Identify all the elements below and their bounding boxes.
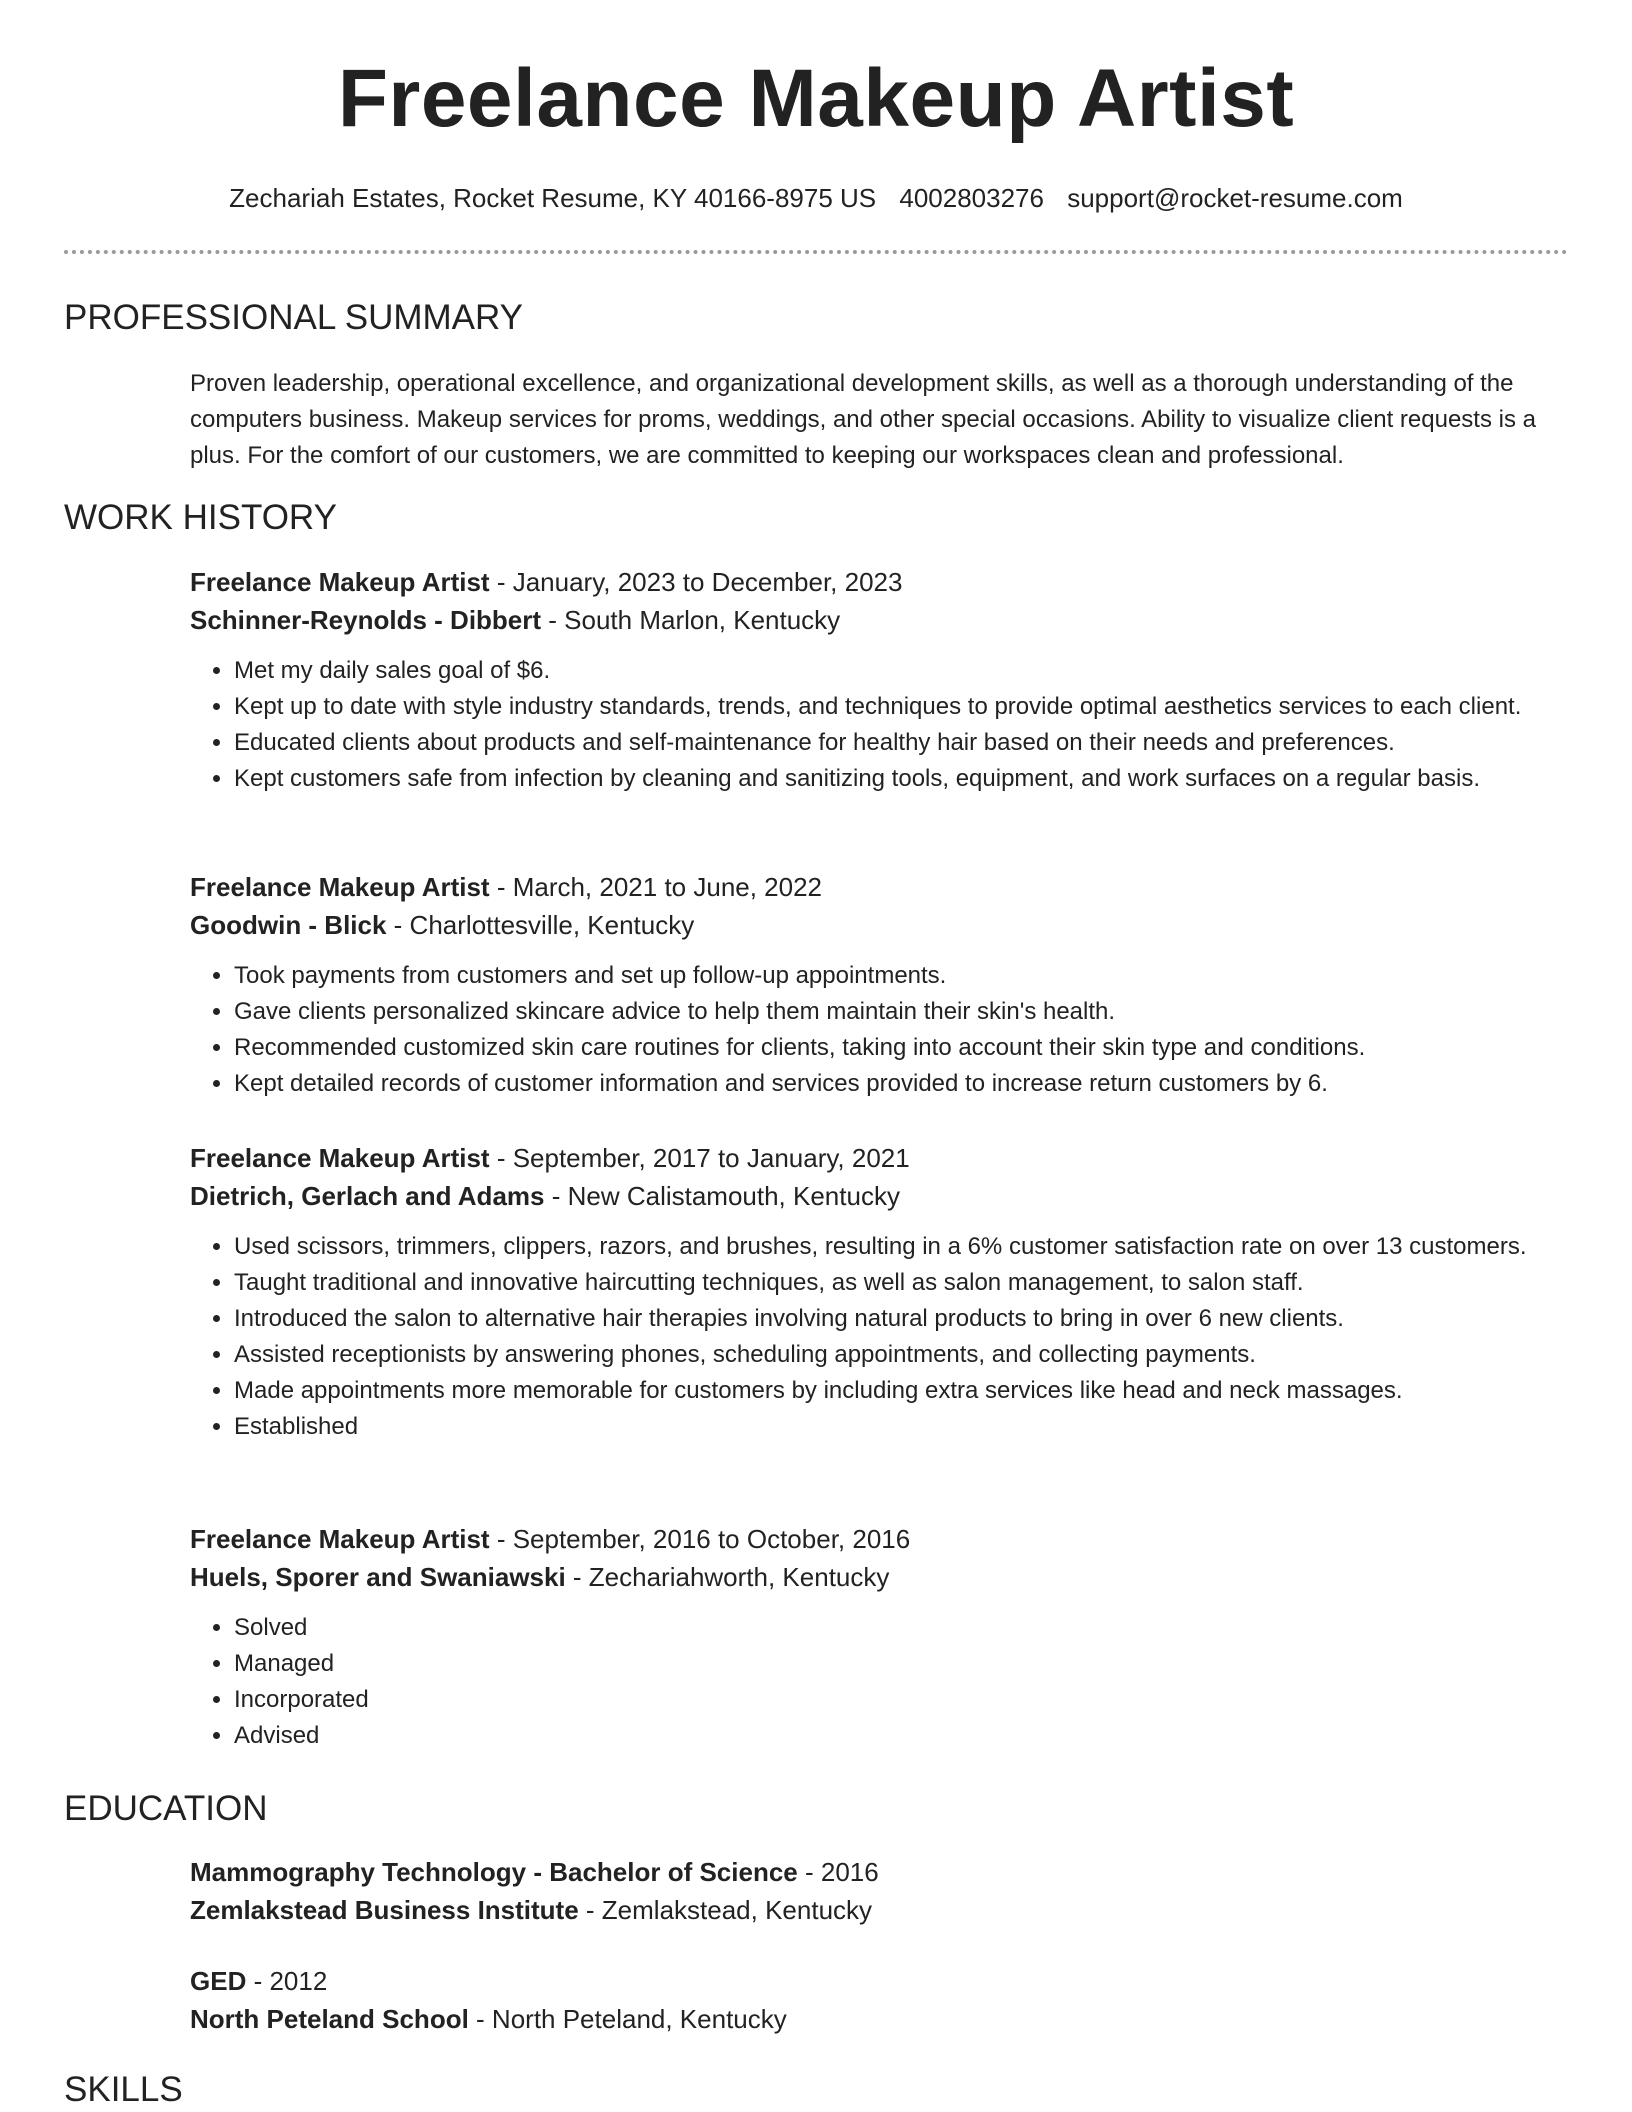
school-location: - North Peteland, Kentucky (468, 2004, 787, 2034)
company-line (190, 601, 1570, 639)
company-location: - Charlottesville, Kentucky (386, 910, 695, 940)
section-title-education: EDUCATION (64, 1789, 268, 1828)
school-location: - Zemlakstead, Kentucky (578, 1895, 873, 1925)
list-item: • Used scissors, trimmers, clippers, razors, and brushes, resulting in a 6% customer satisfaction rate on over 13 customers. (234, 1229, 1570, 1265)
list-item: • Incorporated (234, 1682, 1570, 1718)
degree-name: GED (190, 1966, 247, 1996)
section-title-skills: SKILLS (64, 2070, 183, 2109)
company-name: Schinner-Reynolds - Dibbert (190, 605, 542, 635)
job-bullets (190, 1610, 1570, 1754)
school-name: Zemlakstead Business Institute (190, 1895, 579, 1925)
job-dates: - March, 2021 to June, 2022 (489, 872, 823, 902)
job-dates: - January, 2023 to December, 2023 (489, 567, 903, 597)
list-item: • Solved (234, 1610, 1570, 1646)
job-bullets (190, 1229, 1570, 1445)
degree-year: - 2012 (246, 1966, 328, 1996)
work-entry (190, 868, 1570, 1102)
degree-year: - 2016 (797, 1857, 879, 1887)
list-item: • Met my daily sales goal of $6. (234, 653, 1570, 689)
company-name: Dietrich, Gerlach and Adams (190, 1181, 545, 1211)
job-title: Freelance Makeup Artist (190, 872, 490, 902)
summary-text: Proven leadership, operational excellence, and organizational development skills, as well as a thorough understanding of the computers business. Makeup services for proms, weddings, and other special occasions. Ability to visualize client requests is a plus. For the comfort of our customers, we are committed to keeping our workspaces clean and professional. (190, 370, 1536, 469)
list-item: • Gave clients personalized skincare advice to help them maintain their skin's health. (234, 994, 1570, 1030)
header-divider (64, 250, 1568, 254)
list-item: • Established (234, 1409, 1570, 1445)
company-location: - New Calistamouth, Kentucky (544, 1181, 900, 1211)
job-line (190, 1520, 1570, 1558)
education-entry (190, 1962, 1570, 2038)
list-item: • Made appointments more memorable for customers by including extra services like head and neck massages. (234, 1373, 1570, 1409)
job-bullets (190, 653, 1570, 797)
company-location: - Zechariahworth, Kentucky (565, 1562, 890, 1592)
degree-name: Mammography Technology - Bachelor of Science (190, 1857, 798, 1887)
company-line (190, 1558, 1570, 1596)
company-line (190, 906, 1570, 944)
job-title: Freelance Makeup Artist (190, 1143, 490, 1173)
contact-phone: 4002803276 (899, 183, 1044, 213)
contact-address: Zechariah Estates, Rocket Resume, KY 40166-8975 US (229, 183, 877, 213)
list-item: • Took payments from customers and set up follow-up appointments. (234, 958, 1570, 994)
list-item: • Managed (234, 1646, 1570, 1682)
work-entry (190, 563, 1570, 797)
job-title: Freelance Makeup Artist (190, 567, 490, 597)
list-item: • Introduced the salon to alternative hair therapies involving natural products to bring in over 6 new clients. (234, 1301, 1570, 1337)
job-line (190, 868, 1570, 906)
work-entry (190, 1520, 1570, 1754)
job-title: Freelance Makeup Artist (190, 1524, 490, 1554)
school-line (190, 2000, 1570, 2038)
education-entry (190, 1853, 1570, 1929)
job-line (190, 1139, 1570, 1177)
job-bullets (190, 958, 1570, 1102)
list-item: • Advised (234, 1718, 1570, 1754)
section-title-work: WORK HISTORY (64, 498, 337, 537)
list-item: • Taught traditional and innovative haircutting techniques, as well as salon management, to salon staff. (234, 1265, 1570, 1301)
company-name: Huels, Sporer and Swaniawski (190, 1562, 566, 1592)
list-item: • Assisted receptionists by answering phones, scheduling appointments, and collecting payments. (234, 1337, 1570, 1373)
work-entry (190, 1139, 1570, 1445)
section-title-summary: PROFESSIONAL SUMMARY (64, 298, 523, 337)
company-line (190, 1177, 1570, 1215)
list-item: • Educated clients about products and self-maintenance for healthy hair based on their needs and preferences. (234, 725, 1570, 761)
contact-line (0, 181, 1632, 215)
list-item: • Kept customers safe from infection by cleaning and sanitizing tools, equipment, and work surfaces on a regular basis. (234, 761, 1570, 797)
list-item: • Recommended customized skin care routines for clients, taking into account their skin type and conditions. (234, 1030, 1570, 1066)
job-dates: - September, 2016 to October, 2016 (489, 1524, 911, 1554)
school-line (190, 1891, 1570, 1929)
school-name: North Peteland School (190, 2004, 469, 2034)
job-dates: - September, 2017 to January, 2021 (489, 1143, 910, 1173)
job-line (190, 563, 1570, 601)
degree-line (190, 1853, 1570, 1891)
company-location: - South Marlon, Kentucky (541, 605, 841, 635)
contact-email: support@rocket-resume.com (1067, 183, 1403, 213)
resume-name: Freelance Makeup Artist (337, 53, 1295, 144)
list-item: • Kept up to date with style industry standards, trends, and techniques to provide optimal aesthetics services to each client. (234, 689, 1570, 725)
list-item: • Kept detailed records of customer information and services provided to increase return customers by 6. (234, 1066, 1570, 1102)
degree-line (190, 1962, 1570, 2000)
company-name: Goodwin - Blick (190, 910, 387, 940)
